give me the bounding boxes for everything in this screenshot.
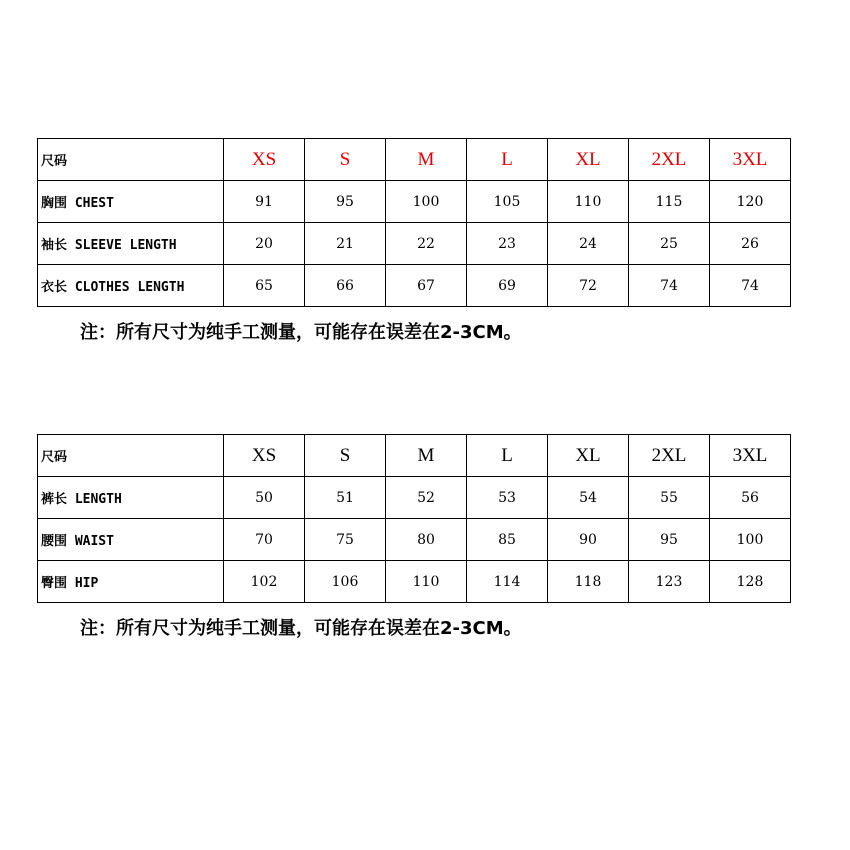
value-cell: 91 bbox=[224, 181, 305, 223]
size-header-cell: XL bbox=[548, 435, 629, 477]
size-header-cell: S bbox=[305, 435, 386, 477]
row-label-chest: 胸围 CHEST bbox=[38, 181, 224, 223]
size-header-cell: XL bbox=[548, 139, 629, 181]
value-cell: 21 bbox=[305, 223, 386, 265]
value-cell: 24 bbox=[548, 223, 629, 265]
value-cell: 74 bbox=[629, 265, 710, 307]
value-cell: 100 bbox=[386, 181, 467, 223]
value-cell: 51 bbox=[305, 477, 386, 519]
value-cell: 110 bbox=[386, 561, 467, 603]
table-row bbox=[38, 519, 791, 561]
table-row bbox=[38, 181, 791, 223]
row-label-sleeve: 袖长 SLEEVE LENGTH bbox=[38, 223, 224, 265]
value-cell: 65 bbox=[224, 265, 305, 307]
size-header-cell: L bbox=[467, 435, 548, 477]
table-header-row bbox=[38, 435, 791, 477]
size-header-cell: M bbox=[386, 435, 467, 477]
size-header-cell: XS bbox=[224, 435, 305, 477]
value-cell: 53 bbox=[467, 477, 548, 519]
value-cell: 67 bbox=[386, 265, 467, 307]
value-cell: 95 bbox=[629, 519, 710, 561]
table-row bbox=[38, 265, 791, 307]
value-cell: 128 bbox=[710, 561, 791, 603]
value-cell: 22 bbox=[386, 223, 467, 265]
measurement-note: 注：所有尺寸为纯手工测量，可能存在误差在2-3CM。 bbox=[80, 618, 522, 639]
value-cell: 74 bbox=[710, 265, 791, 307]
value-cell: 100 bbox=[710, 519, 791, 561]
size-header-cell: 2XL bbox=[629, 139, 710, 181]
measurement-note: 注：所有尺寸为纯手工测量，可能存在误差在2-3CM。 bbox=[80, 322, 522, 343]
top-size-table bbox=[37, 138, 791, 307]
value-cell: 70 bbox=[224, 519, 305, 561]
value-cell: 75 bbox=[305, 519, 386, 561]
size-header-cell: 2XL bbox=[629, 435, 710, 477]
table-row bbox=[38, 477, 791, 519]
value-cell: 118 bbox=[548, 561, 629, 603]
value-cell: 115 bbox=[629, 181, 710, 223]
value-cell: 54 bbox=[548, 477, 629, 519]
value-cell: 26 bbox=[710, 223, 791, 265]
value-cell: 50 bbox=[224, 477, 305, 519]
value-cell: 110 bbox=[548, 181, 629, 223]
value-cell: 95 bbox=[305, 181, 386, 223]
value-cell: 120 bbox=[710, 181, 791, 223]
size-header-cell: 3XL bbox=[710, 435, 791, 477]
value-cell: 72 bbox=[548, 265, 629, 307]
value-cell: 66 bbox=[305, 265, 386, 307]
size-header-cell: S bbox=[305, 139, 386, 181]
table-header-row bbox=[38, 139, 791, 181]
value-cell: 56 bbox=[710, 477, 791, 519]
value-cell: 55 bbox=[629, 477, 710, 519]
row-label-clothes-length: 衣长 CLOTHES LENGTH bbox=[38, 265, 224, 307]
value-cell: 23 bbox=[467, 223, 548, 265]
value-cell: 69 bbox=[467, 265, 548, 307]
size-header-cell: 3XL bbox=[710, 139, 791, 181]
value-cell: 20 bbox=[224, 223, 305, 265]
table-row bbox=[38, 561, 791, 603]
row-label-hip: 臀围 HIP bbox=[38, 561, 224, 603]
size-label-cell: 尺码 bbox=[38, 435, 224, 477]
value-cell: 80 bbox=[386, 519, 467, 561]
value-cell: 85 bbox=[467, 519, 548, 561]
size-label-cell: 尺码 bbox=[38, 139, 224, 181]
value-cell: 105 bbox=[467, 181, 548, 223]
value-cell: 102 bbox=[224, 561, 305, 603]
size-header-cell: M bbox=[386, 139, 467, 181]
size-header-cell: L bbox=[467, 139, 548, 181]
row-label-waist: 腰围 WAIST bbox=[38, 519, 224, 561]
table-row bbox=[38, 223, 791, 265]
bottom-size-table bbox=[37, 434, 791, 603]
value-cell: 114 bbox=[467, 561, 548, 603]
size-header-cell: XS bbox=[224, 139, 305, 181]
row-label-length: 裤长 LENGTH bbox=[38, 477, 224, 519]
value-cell: 90 bbox=[548, 519, 629, 561]
value-cell: 123 bbox=[629, 561, 710, 603]
value-cell: 106 bbox=[305, 561, 386, 603]
value-cell: 25 bbox=[629, 223, 710, 265]
value-cell: 52 bbox=[386, 477, 467, 519]
